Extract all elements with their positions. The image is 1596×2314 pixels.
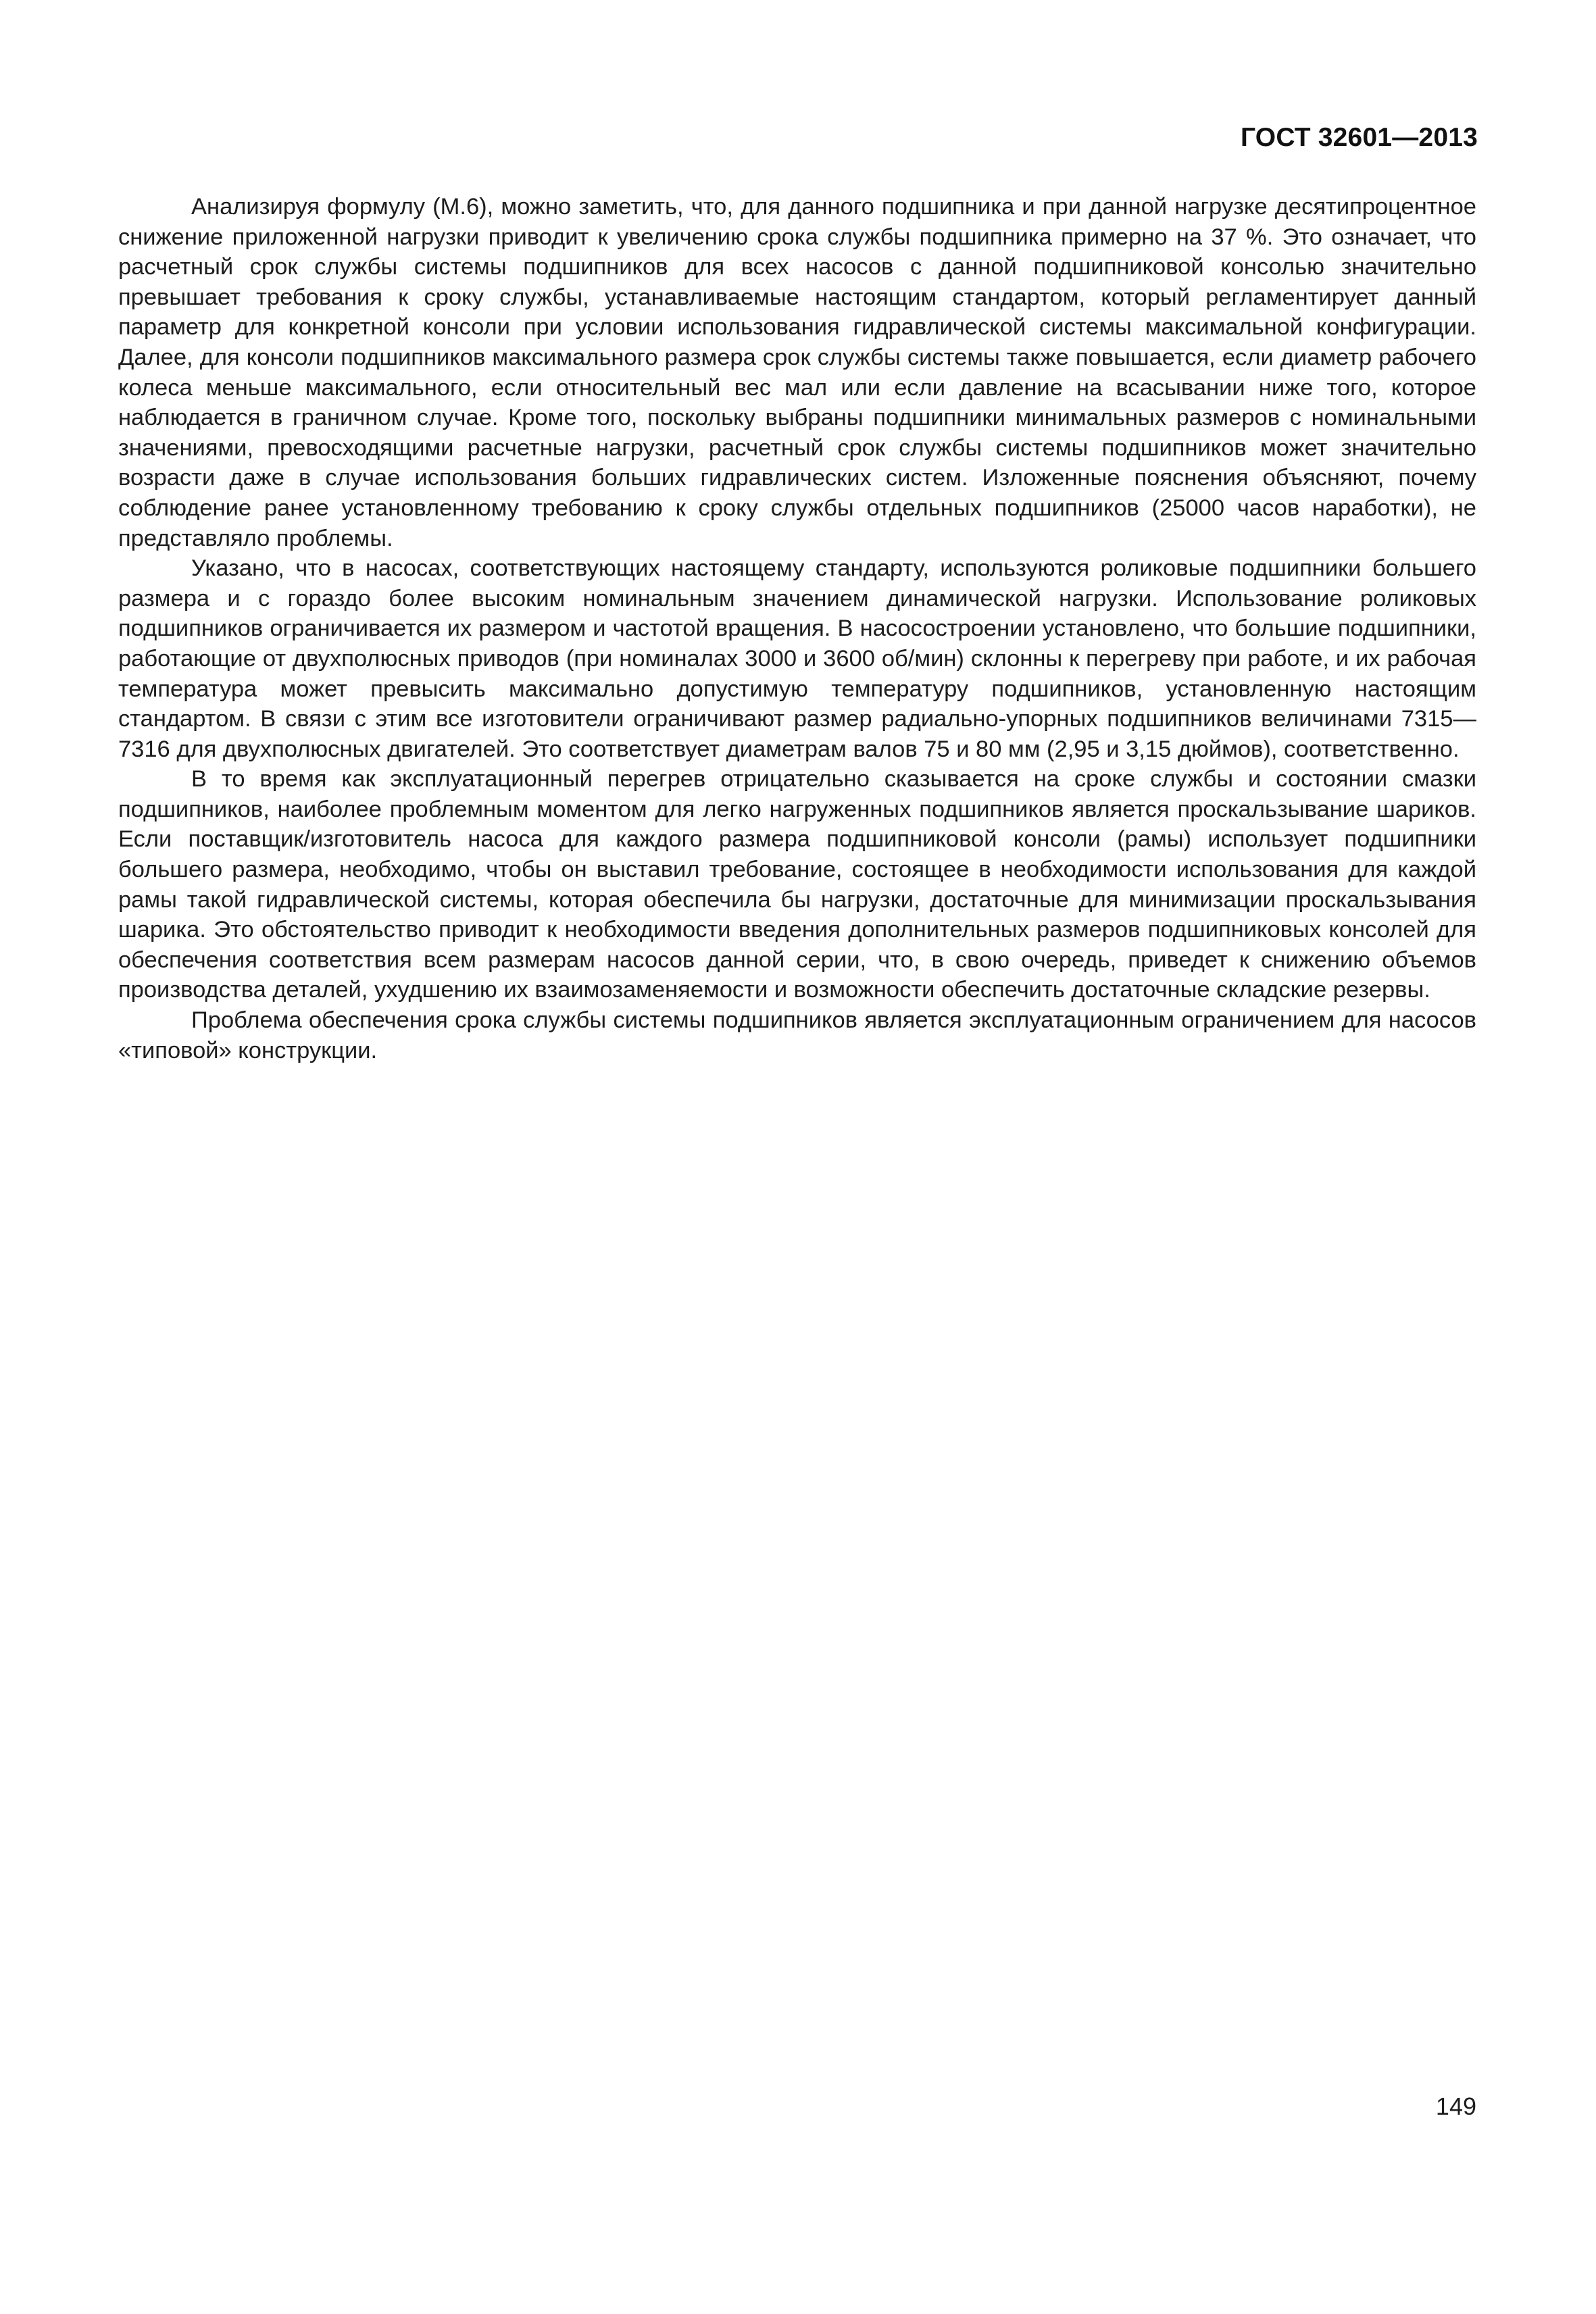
paragraph-4: Проблема обеспечения срока службы системы подшипников является эксплуатационным ограничением для насосов «типовой» конструкции. (118, 1007, 1476, 1063)
document-header-standard-number: ГОСТ 32601—2013 (1241, 123, 1478, 152)
paragraph-2: Указано, что в насосах, соответствующих настоящему стандарту, используются роликовые подшипники большего размера и с гораздо более высоким номинальным значением динамической нагрузки. Использование роликовых подшипников ограничивается их размером и частотой вращения. В насосостроении установлено, что большие подшипники, работающие от двухполюсных приводов (при номиналах 3000 и 3600 об/мин) склонны к перегреву при работе, и их рабочая температура может превысить максимально допустимую температуру подшипников, установленную настоящим стандартом. В связи с этим все изготовители ограничивают размер радиально-упорных подшипников величинами 7315—7316 для двухполюсных двигателей. Это соответствует диаметрам валов 75 и 80 мм (2,95 и 3,15 дюймов), соответственно. (118, 555, 1476, 762)
page-number: 149 (1435, 2092, 1476, 2120)
paragraph-1: Анализируя формулу (М.6), можно заметить, что, для данного подшипника и при данной нагрузке десятипроцентное снижение приложенной нагрузки приводит к увеличению срока службы подшипника примерно на 37 %. Это означает, что расчетный срок службы системы подшипников для всех насосов с данной подшипниковой консолью значительно превышает требования к сроку службы, устанавливаемые настоящим стандартом, который регламентирует данный параметр для конкретной консоли при условии использования гидравлической системы максимальной конфигурации. Далее, для консоли подшипников максимального размера срок службы системы также повышается, если диаметр рабочего колеса меньше максимального, если относительный вес мал или если давление на всасывании ниже того, которое наблюдается в граничном случае. Кроме того, поскольку выбраны подшипники минимальных размеров с номинальными значениями, превосходящими расчетные нагрузки, расчетный срок службы системы подшипников может значительно возрасти даже в случае использования больших гидравлических систем. Изложенные пояснения объясняют, почему соблюдение ранее установленному требованию к сроку службы отдельных подшипников (25000 часов наработки), не представляло проблемы. (118, 194, 1476, 551)
paragraph-3: В то время как эксплуатационный перегрев отрицательно сказывается на сроке службы и состоянии смазки подшипников, наиболее проблемным моментом для легко нагруженных подшипников является проскальзывание шариков. Если поставщик/изготовитель насоса для каждого размера подшипниковой консоли (рамы) использует подшипники большего размера, необходимо, чтобы он выставил требование, состоящее в необходимости использования для каждой рамы такой гидравлической системы, которая обеспечила бы нагрузки, достаточные для минимизации проскальзывания шарика. Это обстоятельство приводит к необходимости введения дополнительных размеров подшипниковых консолей для обеспечения соответствия всем размерам насосов данной серии, что, в свою очередь, приведет к снижению объемов производства деталей, ухудшению их взаимозаменяемости и возможности обеспечить достаточные складские резервы. (118, 766, 1476, 1003)
document-body (118, 192, 1476, 1065)
